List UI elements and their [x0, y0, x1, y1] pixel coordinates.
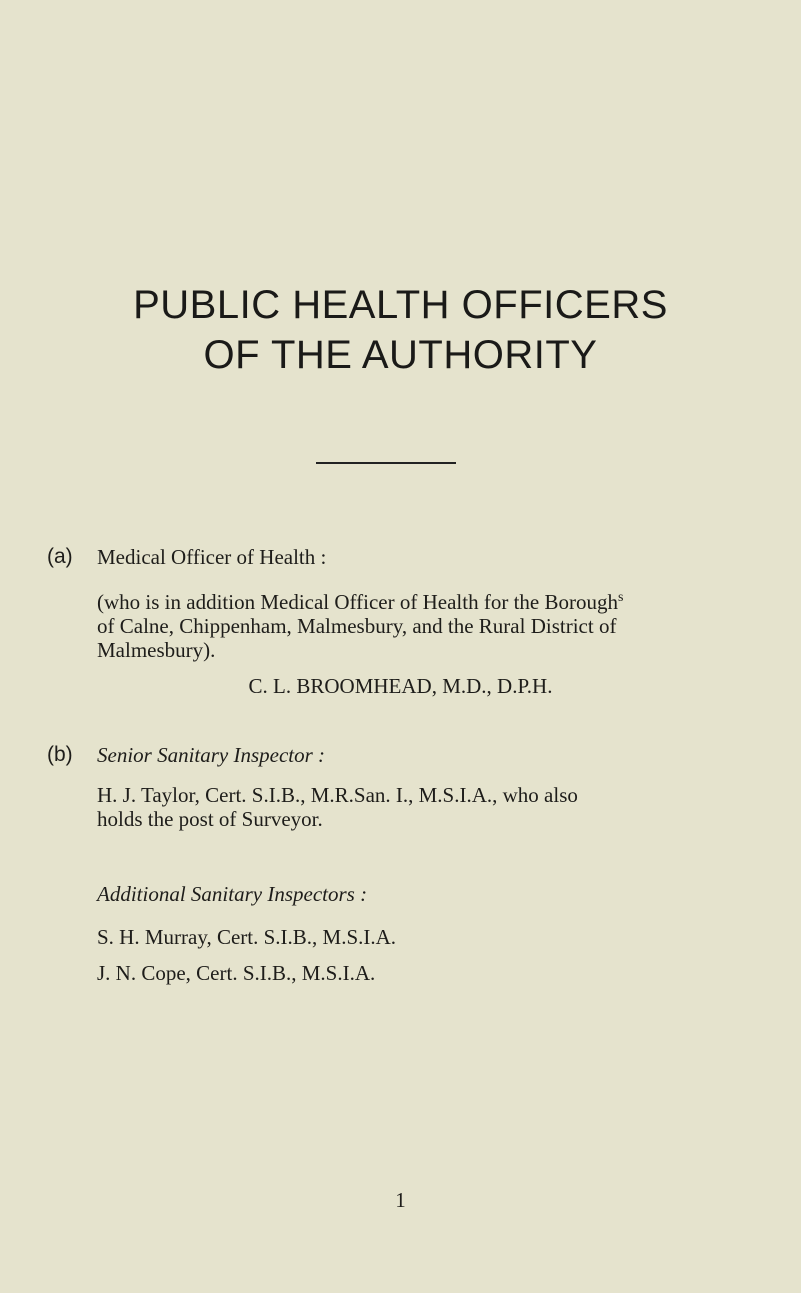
- section-a-label: (a): [47, 545, 73, 568]
- superscript-s: s: [617, 590, 624, 605]
- page-title-line-1: PUBLIC HEALTH OFFICERS: [133, 283, 668, 327]
- section-a-heading: Medical Officer of Health :: [97, 545, 327, 569]
- title-divider: [316, 462, 456, 464]
- section-b-heading: Senior Sanitary Inspector :: [97, 743, 326, 767]
- section-a-body-line-3: Malmesbury).: [97, 638, 216, 662]
- inspector-entry: J. N. Cope, Cert. S.I.B., M.S.I.A.: [97, 961, 376, 985]
- medical-officer-name: C. L. BROOMHEAD, M.D., D.P.H.: [248, 674, 553, 698]
- page-number: 1: [395, 1188, 406, 1212]
- section-a-body-line-1: (who is in addition Medical Officer of Health for the Borough$^s$: [97, 590, 624, 614]
- section-a-body-line-2: of Calne, Chippenham, Malmesbury, and the Rural District of: [97, 614, 617, 638]
- section-b-body-line-2: holds the post of Surveyor.: [97, 807, 323, 831]
- section-b-label: (b): [47, 743, 73, 766]
- section-b-body-line-1: H. J. Taylor, Cert. S.I.B., M.R.San. I., M.S.I.A., who also: [97, 783, 578, 807]
- inspector-entry: S. H. Murray, Cert. S.I.B., M.S.I.A.: [97, 925, 397, 949]
- page-title-line-2: OF THE AUTHORITY: [203, 333, 598, 377]
- additional-inspectors-heading: Additional Sanitary Inspectors :: [97, 882, 368, 906]
